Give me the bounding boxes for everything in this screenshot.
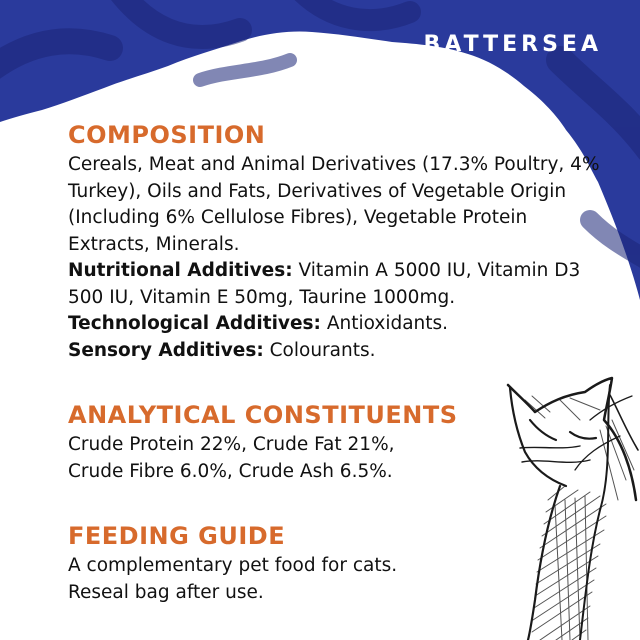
feeding-line-2: Reseal bag after use. [68, 581, 264, 603]
analytical-heading: ANALYTICAL CONSTITUENTS [68, 401, 458, 429]
nutritional-additives-label: Nutritional Additives: [68, 260, 293, 281]
technological-additives-value: Antioxidants. [326, 313, 449, 334]
sensory-additives-label: Sensory Additives: [68, 339, 264, 361]
composition-heading: COMPOSITION [68, 121, 266, 149]
analytical-line-1: Crude Protein 22%, Crude Fat 21%, [68, 434, 395, 455]
nutritional-additives-value: Vitamin A 5000 IU, Vitamin D3 500 IU, Vitamin E 50mg, Taurine 1000mg. [68, 260, 581, 308]
analytical-line-2: Crude Fibre 6.0%, Crude Ash 6.5%. [68, 460, 393, 482]
technological-additives-label: Technological Additives: [68, 313, 321, 334]
feeding-heading: FEEDING GUIDE [68, 522, 286, 550]
brand-logo: BATTERSEA [423, 32, 602, 57]
sensory-additives-value: Colourants. [269, 339, 376, 361]
composition-text: Cereals, Meat and Animal Derivatives (17.3% Poultry, 4% Turkey), Oils and Fats, Derivatives of Vegetable Origin (Including 6% Cellulose Fibres), Vegetable Protein Extracts, Minerals. [68, 154, 600, 255]
feeding-line-1: A complementary pet food for cats. [68, 555, 398, 576]
